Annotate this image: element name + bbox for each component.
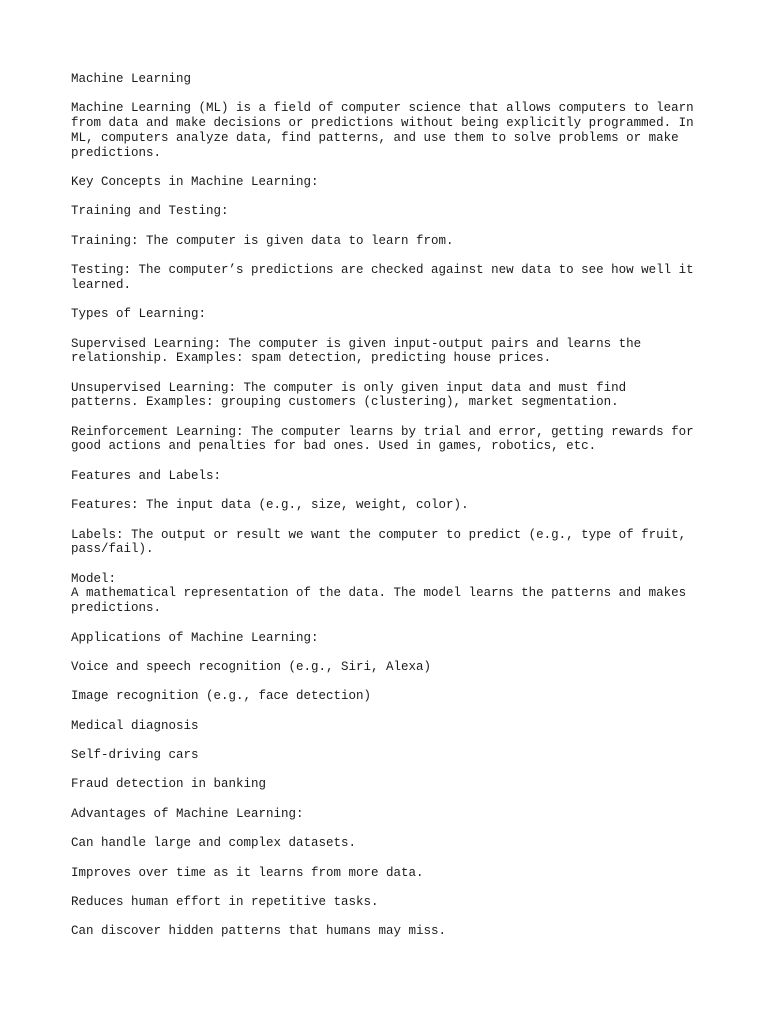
- applications-heading: Applications of Machine Learning:: [71, 630, 319, 645]
- features-paragraph: Features: The input data (e.g., size, weight, color).: [71, 498, 469, 513]
- list-item: Self-driving cars: [71, 748, 199, 763]
- list-item: Medical diagnosis: [71, 718, 199, 733]
- features-labels-heading: Features and Labels:: [71, 468, 222, 483]
- list-item: Voice and speech recognition (e.g., Siri, Alexa): [71, 659, 432, 674]
- document-body: [71, 72, 711, 954]
- model-paragraph: A mathematical representation of the data. The model learns the patterns and makes predictions.: [71, 586, 687, 616]
- list-item: Improves over time as it learns from more data.: [71, 865, 424, 880]
- testing-paragraph: Testing: The computer’s predictions are checked against new data to see how well it learned.: [71, 263, 694, 292]
- list-item: Can discover hidden patterns that humans may miss.: [71, 924, 447, 939]
- reinforcement-learning-paragraph: Reinforcement Learning: The computer learns by trial and error, getting rewards for good actions and penalties for bad ones. Used in games, robotics, etc.: [71, 424, 694, 454]
- list-item: Can handle large and complex datasets.: [71, 836, 357, 851]
- document-title: Machine Learning: [71, 72, 192, 86]
- training-testing-heading: Training and Testing:: [71, 204, 229, 219]
- model-heading: Model:: [71, 571, 117, 586]
- unsupervised-learning-paragraph: Unsupervised Learning: The computer is only given input data and must find patterns. Examples: grouping customers (clustering), market segmentation.: [71, 380, 627, 410]
- intro-paragraph: Machine Learning (ML) is a field of computer science that allows computers to learn from data and make decisions or predictions without being explicitly programmed. In ML, computers analyze data, find patterns, and use them to solve problems or make predictions.: [71, 101, 694, 160]
- list-item: Reduces human effort in repetitive tasks.: [71, 895, 379, 910]
- list-item: Image recognition (e.g., face detection): [71, 689, 372, 704]
- supervised-learning-paragraph: Supervised Learning: The computer is given input-output pairs and learns the relationship. Examples: spam detection, predicting house prices.: [71, 336, 642, 366]
- training-paragraph: Training: The computer is given data to learn from.: [71, 233, 454, 248]
- types-of-learning-heading: Types of Learning:: [71, 307, 207, 322]
- labels-paragraph: Labels: The output or result we want the computer to predict (e.g., type of fruit, pass/fail).: [71, 527, 687, 557]
- key-concepts-heading: Key Concepts in Machine Learning:: [71, 174, 319, 189]
- advantages-heading: Advantages of Machine Learning:: [71, 806, 304, 821]
- list-item: Fraud detection in banking: [71, 777, 267, 792]
